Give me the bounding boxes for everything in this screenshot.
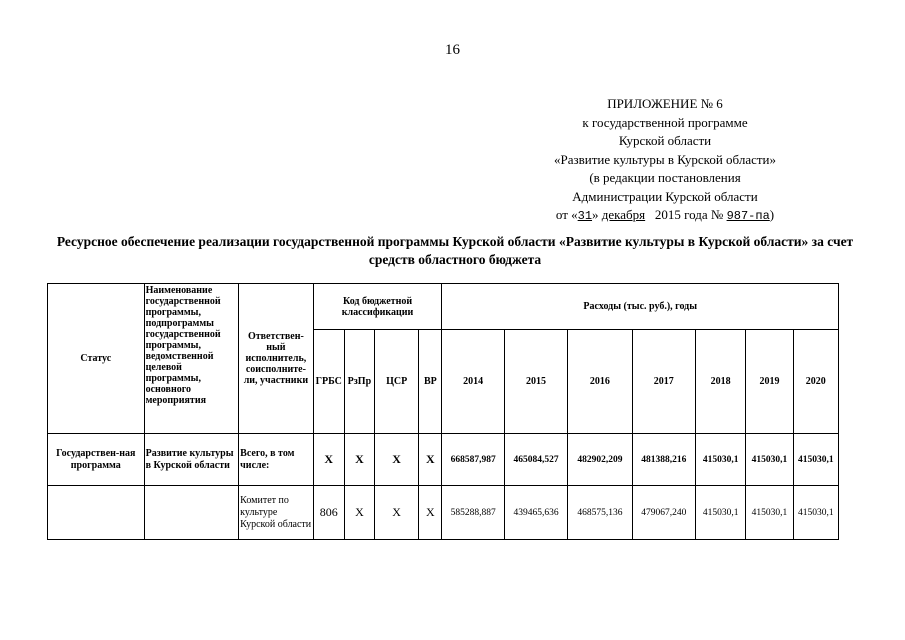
header-status: Статус [48,284,145,434]
appendix-line-3: «Развитие культуры в Курской области» [553,151,777,167]
row-value-2019: 415030,1 [746,486,793,540]
header-year-2015: 2015 [504,330,567,434]
row-value-2014: 585288,887 [442,486,504,540]
header-year-2020: 2020 [793,330,838,434]
decree-number: 987-па [726,209,770,223]
appendix-date-line [505,206,825,226]
row-value-2020: 415030,1 [793,434,838,486]
header-year-2016: 2016 [568,330,632,434]
header-year-2019: 2019 [746,330,793,434]
appendix-line-5: Администрации Курской области [572,188,758,204]
row-value-2015: 465084,527 [504,434,567,486]
resource-table [47,283,839,540]
header-expenses: Расходы (тыс. руб.), годы [442,284,839,330]
header-year-2018: 2018 [696,330,746,434]
appendix-line-2: Курской области [618,133,712,148]
row-value-2018: 415030,1 [696,486,746,540]
row-name [144,486,239,540]
header-code-csr: ЦСР [375,330,419,434]
date-suffix: ) [769,207,775,222]
table-row [48,486,839,540]
row-code-grbs: X [313,434,344,486]
row-value-2016: 468575,136 [568,486,632,540]
row-value-2019: 415030,1 [746,434,793,486]
appendix-title: ПРИЛОЖЕНИЕ № 6 [607,96,723,111]
date-month: декабря [601,207,646,222]
page-number: 16 [445,42,460,58]
row-value-2020: 415030,1 [793,486,838,540]
row-code-vr: X [419,434,442,486]
row-value-2016: 482902,209 [568,434,632,486]
header-year-2017: 2017 [632,330,695,434]
date-year: 2015 года № [654,207,724,222]
header-name: Наименование государственной программы, подпрограммы государственной программы, ведомственной целевой программы, основного мероприятия [144,284,239,434]
row-status [48,486,145,540]
row-value-2015: 439465,636 [504,486,567,540]
row-value-2018: 415030,1 [696,434,746,486]
row-responsible: Комитет по культуре Курской области [239,486,313,540]
date-day: 31 [577,209,593,223]
header-code-rzpr: РзПр [344,330,374,434]
date-mid: » [592,207,599,222]
row-code-csr: X [375,486,419,540]
row-code-csr: X [375,434,419,486]
header-responsible: Ответствен-ный исполнитель, соисполните-ли, участники [239,284,313,434]
header-year-2014: 2014 [442,330,504,434]
date-prefix: от « [555,207,578,222]
document-title: Ресурсное обеспечение реализации государственной программы Курской области «Развитие культуры в Курской области» за счет средств областного бюджета [56,234,854,267]
row-name: Развитие культуры в Курской области [144,434,239,486]
table-row [48,434,839,486]
appendix-block [505,95,825,226]
header-code-grbs: ГРБС [313,330,344,434]
appendix-line-4: (в редакции постановления [589,170,741,185]
row-value-2017: 479067,240 [632,486,695,540]
row-code-rzpr: X [344,486,374,540]
row-code-grbs: 806 [313,486,344,540]
row-code-vr: X [419,486,442,540]
row-value-2017: 481388,216 [632,434,695,486]
row-value-2014: 668587,987 [442,434,504,486]
row-status: Государствен-ная программа [48,434,145,486]
header-code-vr: ВР [419,330,442,434]
appendix-line-1: к государственной программе [582,114,748,130]
row-responsible: Всего, в том числе: [239,434,313,486]
header-budget-code: Код бюджетной классификации [313,284,442,330]
row-code-rzpr: X [344,434,374,486]
